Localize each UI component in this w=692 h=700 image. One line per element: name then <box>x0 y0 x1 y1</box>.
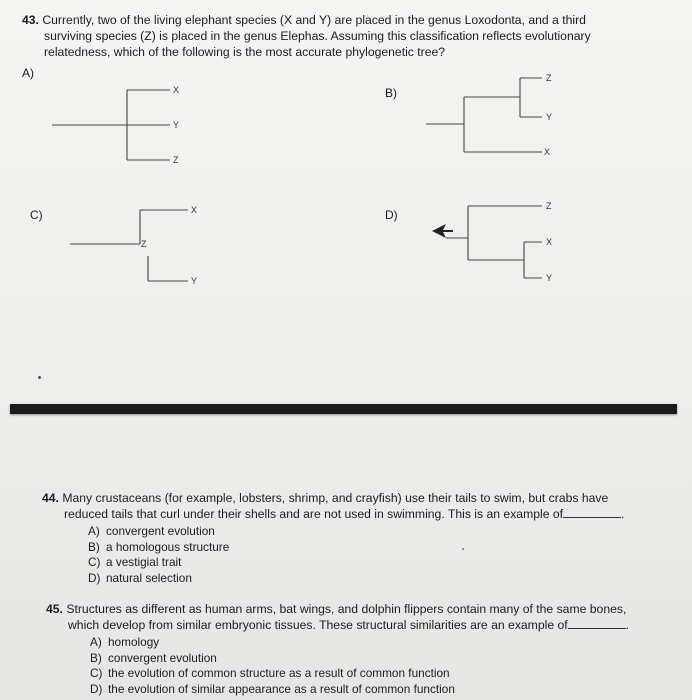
question-number: 43. <box>22 13 39 27</box>
answer-blank <box>568 618 626 629</box>
tree-tip-label: Z <box>546 201 552 211</box>
tree-option-c <box>70 202 210 292</box>
tree-tip-label: X <box>544 147 551 157</box>
mouse-pointer-icon <box>432 222 454 245</box>
answer-choice: D) natural selection <box>88 570 192 585</box>
answer-choice: D) the evolution of similar appearance as a result of common function <box>90 681 455 696</box>
answer-choice: C) the evolution of common structure as a result of common function <box>90 666 450 680</box>
question-text-line: reduced tails that curl under their shells and are not used in swimming. This is an example of <box>64 507 564 521</box>
question-text-line: relatedness, which of the following is the most accurate phylogenetic tree? <box>44 45 446 59</box>
answer-choice: B) convergent evolution <box>90 650 217 665</box>
question-44: 44. Many crustaceans (for example, lobsters, shrimp, and crayfish) use their tails to swim, but crabs have reduced tails that curl under their shells and are not used in swimming. This is an example of . A) convergent evolution B) a homologous structure C) a vestigial trait D) natural selection <box>42 490 672 586</box>
answer-choice: A) homology <box>90 635 160 649</box>
tree-option-a <box>52 82 192 172</box>
question-text-line: Many crustaceans (for example, lobsters, shrimp, and crayfish) use their tails to swim, but crabs have <box>62 491 609 505</box>
answer-blank <box>563 507 621 518</box>
tree-tip-label: X <box>173 85 180 95</box>
answer-choices <box>46 635 676 697</box>
tree-tip-label: Z <box>173 155 179 165</box>
question-text-line: Structures as different as human arms, bat wings, and dolphin flippers contain many of the same bones, <box>66 602 627 616</box>
question-text-line: surviving species (Z) is placed in the genus Elephas. Assuming this classification reflects evolutionary <box>44 29 591 43</box>
question-text-line: which develop from similar embryonic tissues. These structural similarities are an example of <box>68 618 568 632</box>
option-b-label: B) <box>385 86 397 100</box>
option-d-label: D) <box>385 208 398 222</box>
answer-choice: B) a homologous structure <box>88 539 230 554</box>
tree-tip-label: Y <box>546 112 553 122</box>
tree-tip-label: Y <box>191 276 198 286</box>
option-c-label: C) <box>30 208 43 222</box>
tree-tip-label: X <box>546 237 553 247</box>
pen-mark <box>38 376 41 379</box>
page-divider <box>10 404 677 414</box>
tree-tip-label: X <box>191 205 198 215</box>
question-text-line: Currently, two of the living elephant species (X and Y) are placed in the genus Loxodonta, and a third <box>42 13 586 27</box>
answer-choices <box>42 524 672 586</box>
question-number: 45. <box>46 602 63 616</box>
tree-tip-label: Y <box>546 273 553 283</box>
question-43 <box>22 12 662 60</box>
answer-choice: A) convergent evolution <box>88 524 215 538</box>
tree-tip-label: Z <box>546 73 552 83</box>
tree-tip-label: Z <box>141 239 147 249</box>
option-a-label: A) <box>22 66 34 80</box>
tree-tip-label: Y <box>173 120 180 130</box>
tree-option-b <box>426 72 566 162</box>
question-45: 45. Structures as different as human arms, bat wings, and dolphin flippers contain many of the same bones, which develop from similar embryonic tissues. These structural similarities are an example of . A) homology B) convergent evolution C) the evolution of common structure as a result of common function D) the evolution of similar appearance as a result of common function <box>46 601 676 697</box>
answer-choice: C) a vestigial trait <box>88 555 182 569</box>
question-number: 44. <box>42 491 59 505</box>
